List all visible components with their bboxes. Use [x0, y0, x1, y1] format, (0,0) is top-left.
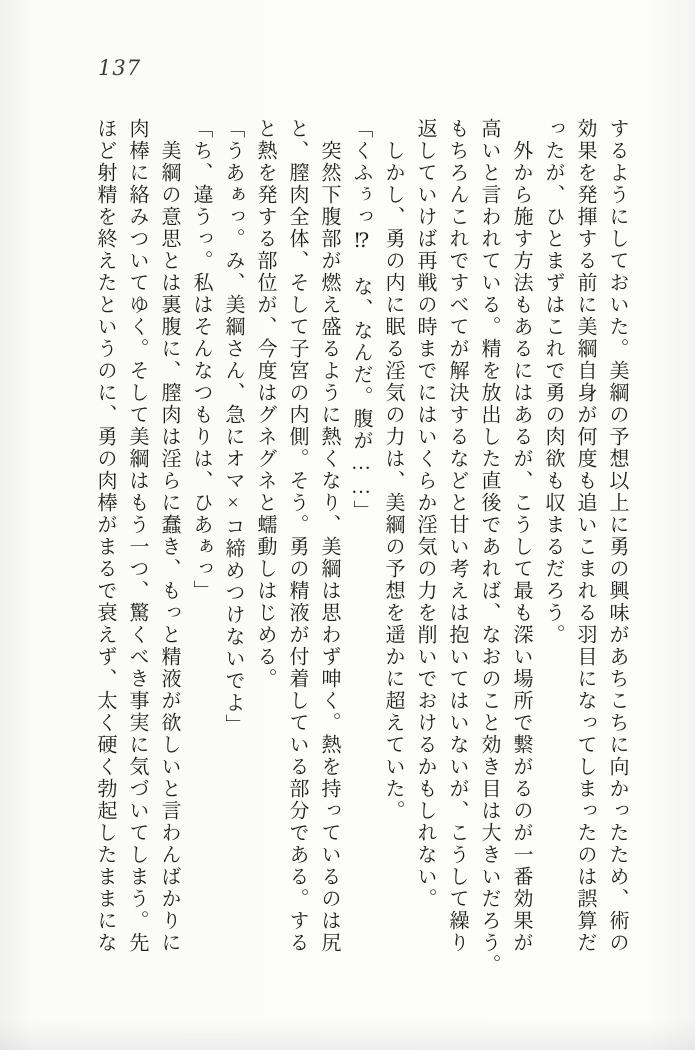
scan-shadow	[0, 1020, 695, 1050]
text-column-11: と、膣肉全体、そして子宮の内側。そう。勇の精液が付着している部分である。する	[286, 118, 308, 954]
text-column-1: するようにしておいた。美綱の予想以上に勇の興味があちこちに向かったため、術の	[606, 118, 628, 954]
text-column-15: 美綱の意思とは裏腹に、膣肉は淫らに蠢き、もっと精液が欲しいと言わんばかりに	[158, 118, 180, 954]
text-column-16: 肉棒に絡みついてゆく。そして美綱はもう一つ、驚くべき事実に気づいてしまう。先	[126, 118, 148, 954]
text-column-5: 高いと言われている。精を放出した直後であれば、なおのこと効き目は大きいだろう。	[478, 118, 500, 976]
text-column-8: しかし、勇の内に眠る淫気の力は、美綱の予想を遥かに超えていた。	[382, 118, 404, 822]
text-column-2: 効果を発揮する前に美綱自身が何度も追いこまれる羽目になってしまったのは誤算だ	[574, 118, 596, 954]
text-column-17: ほど射精を終えたというのに、勇の肉棒がまるで衰えず、太く硬く勃起したままにな	[94, 118, 116, 954]
text-column-4: 外から施す方法もあるにはあるが、こうして最も深い場所で繋がるのが一番効果が	[510, 118, 532, 954]
body-text	[89, 118, 633, 976]
text-column-6: もちろんこれですべてが解決するなどと甘い考えは抱いてはいないが、こうして繰り	[446, 118, 468, 954]
text-column-10: 突然下腹部が燃え盛るように熱くなり、美綱は思わず呻く。熱を持っているのは尻	[318, 118, 340, 954]
text-column-9: 「くふぅっ⁉ な、なんだ。腹が……」	[350, 118, 372, 522]
text-column-14: 「ち、違うっ。私はそんなつもりは、ひあぁっ」	[190, 118, 212, 602]
page-number: 137	[98, 56, 142, 80]
text-column-12: と熱を発する部位が、今度はグネグネと蠕動しはじめる。	[254, 118, 276, 690]
text-column-13: 「うあぁっ。み、美綱さん、急にオマ×コ締めつけないでよ」	[222, 118, 244, 736]
text-column-3: ったが、ひとまずはこれで勇の肉欲も収まるだろう。	[542, 118, 564, 646]
text-column-7: 返していけば再戦の時までにはいくらか淫気の力を削いでおけるかもしれない。	[414, 118, 436, 910]
